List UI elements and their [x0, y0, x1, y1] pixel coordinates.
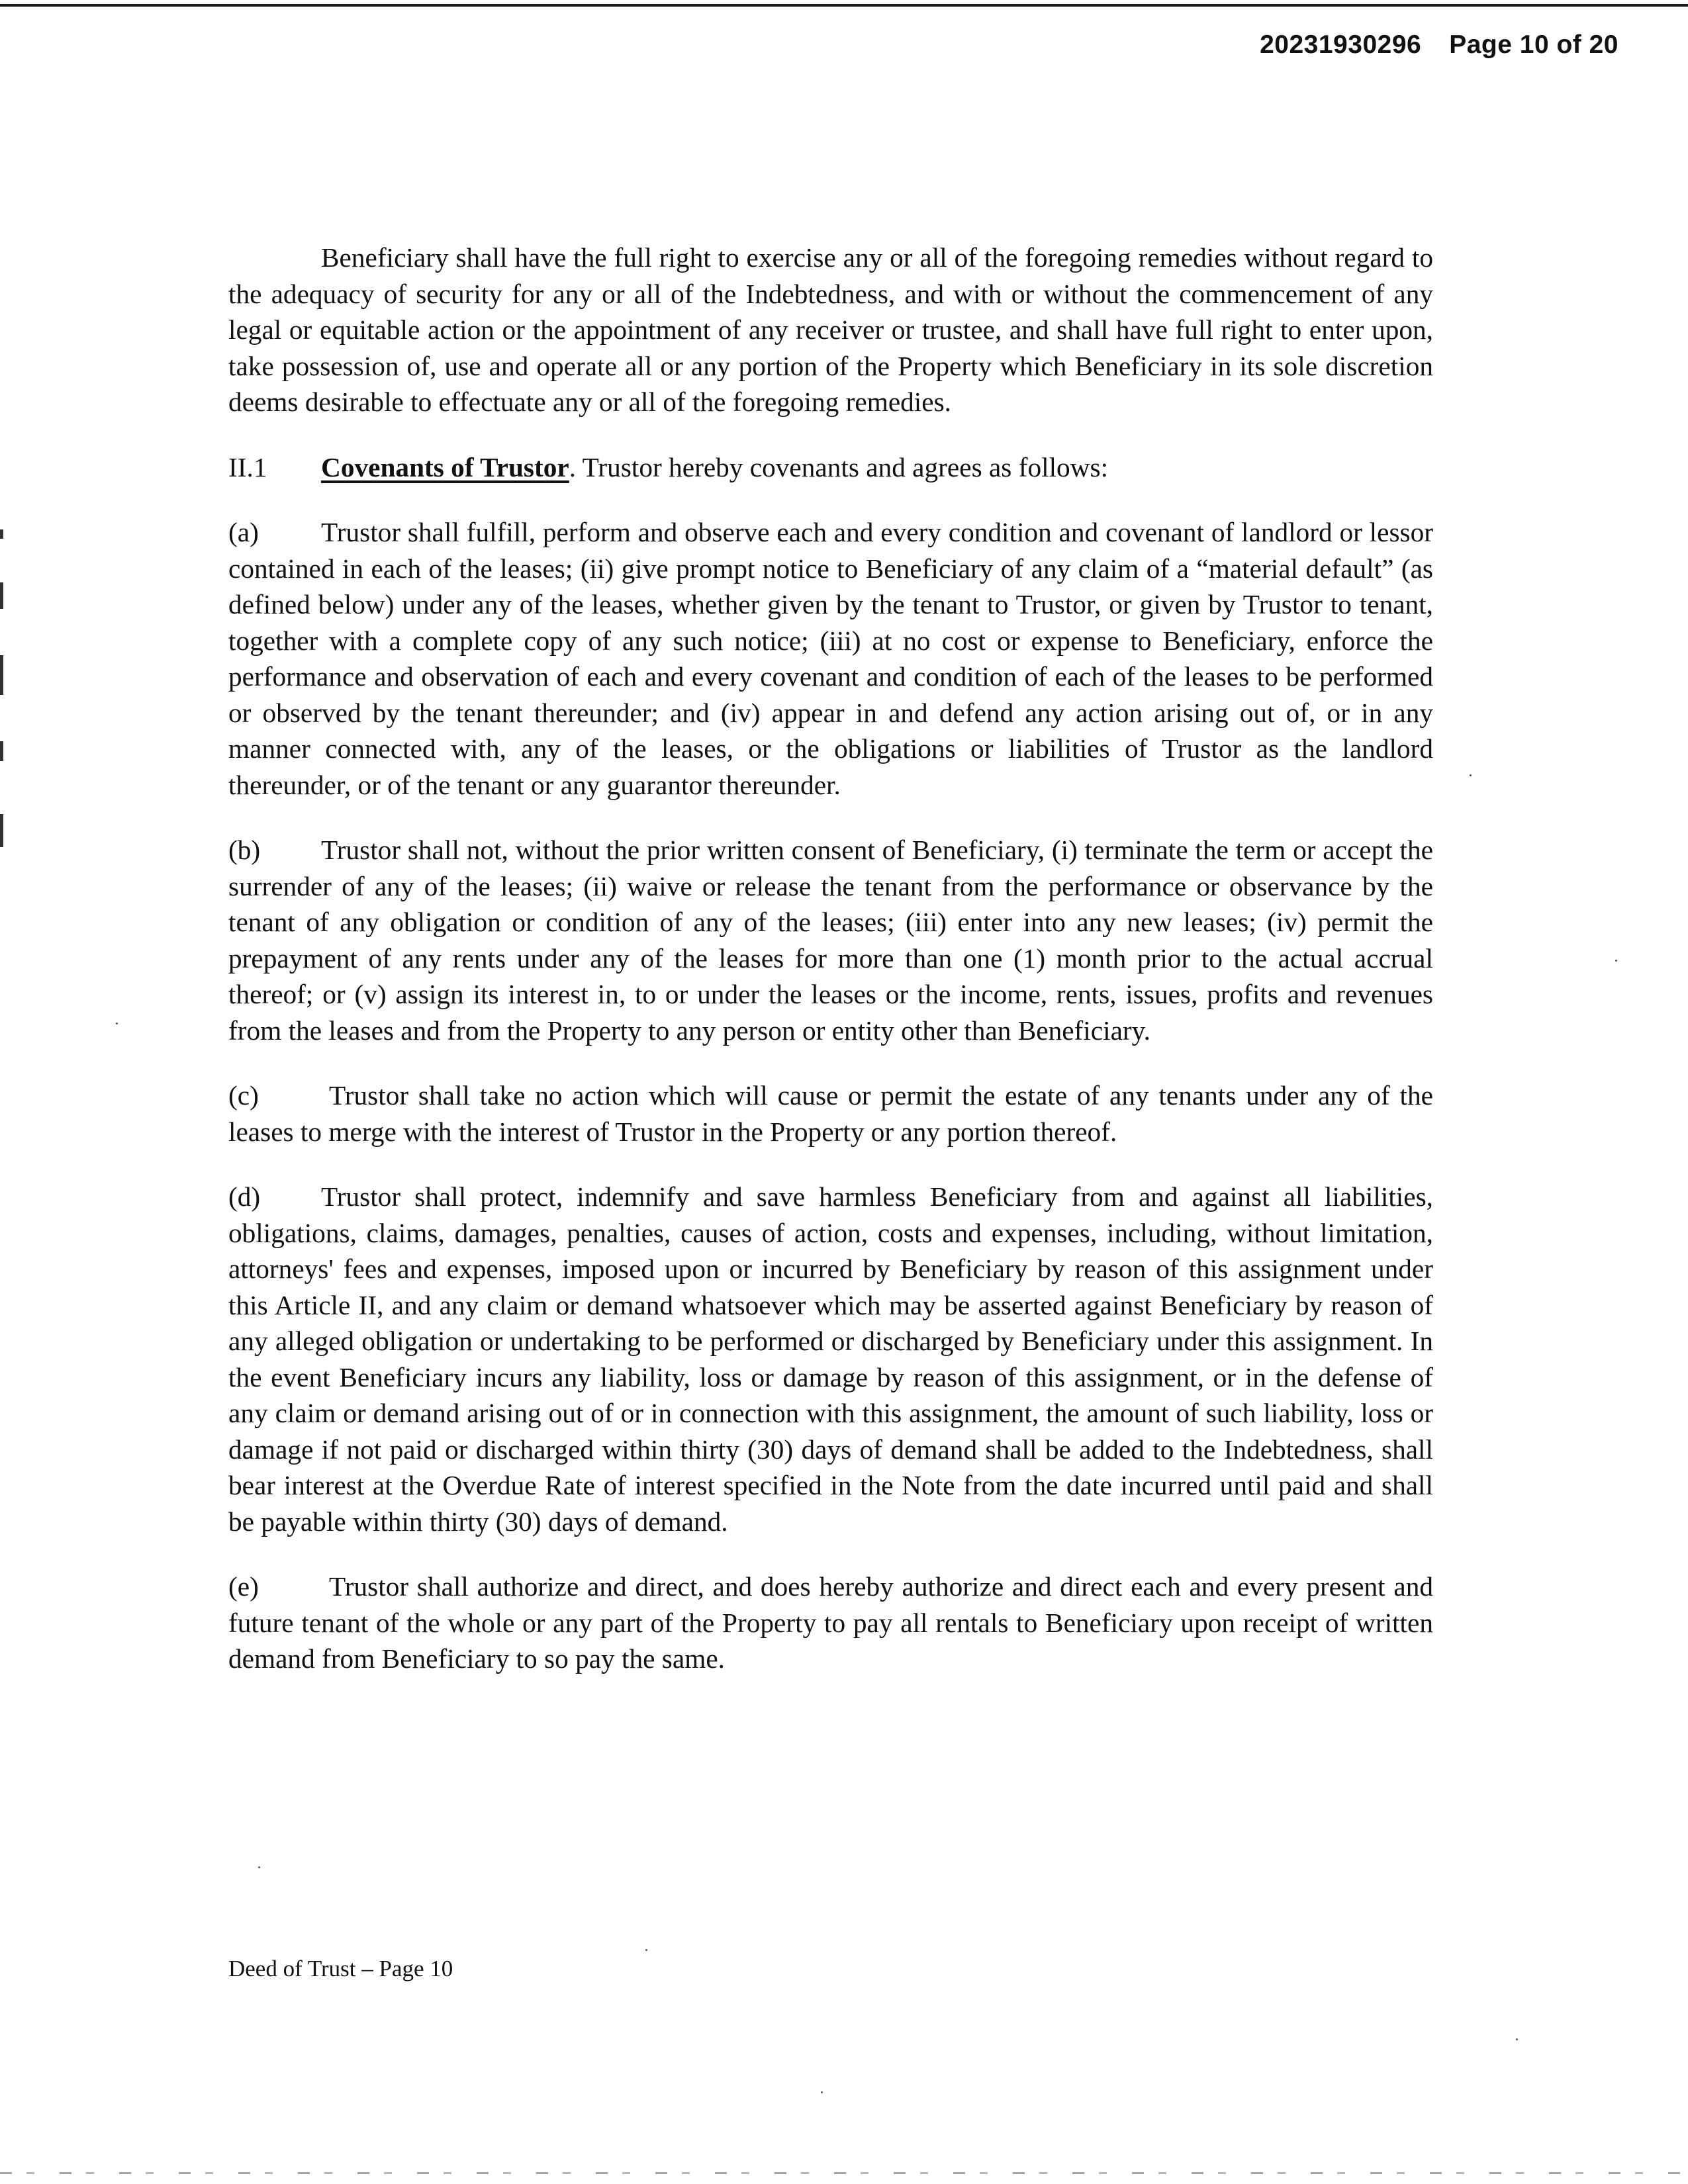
recording-stamp — [1260, 30, 1618, 60]
item-text: Trustor shall fulfill, perform and observe each and every condition and covenant of landlord or lessor contained in each of the leases; (ii) give prompt notice to Beneficiary of any claim of a “material default” (as defined below) under any of the leases, whether given by the tenant to Trustor, or given by Trustor to tenant, together with a complete copy of any such notice; (iii) at no cost or expense to Beneficiary, enforce the performance and observation of each and every covenant and condition of each of the leases to be performed or observed by the tenant thereunder; and (iv) appear in and defend any action arising out of, or in any manner connected with, any of the leases, or the obligations or liabilities of Trustor as the landlord thereunder, or of the tenant or any guarantor thereunder. — [228, 517, 1433, 800]
scan-mark — [0, 529, 3, 539]
item-label: (b) — [228, 835, 261, 865]
top-scan-rule — [0, 4, 1688, 7]
covenant-item-e — [228, 1569, 1433, 1677]
item-text: Trustor shall take no action which will cause or permit the estate of any tenants under any of the leases to merge with the interest of Trustor in the Property or any portion thereof. — [228, 1080, 1433, 1147]
covenant-item-c — [228, 1077, 1433, 1150]
scan-speck — [821, 2091, 823, 2093]
covenant-item-a — [228, 514, 1433, 803]
covenant-item-d — [228, 1179, 1433, 1539]
item-label: (c) — [228, 1080, 259, 1111]
section-lead: . Trustor hereby covenants and agrees as follows: — [569, 451, 1109, 482]
item-label: (d) — [228, 1181, 261, 1212]
scan-speck — [258, 1866, 260, 1868]
bottom-scan-noise — [0, 2172, 1688, 2174]
section-heading — [228, 449, 1433, 486]
section-title: Covenants of Trustor — [321, 451, 569, 482]
item-text: Trustor shall protect, indemnify and save harmless Beneficiary from and against all liabilities, obligations, claims, damages, penalties, causes of action, costs and expenses, including, without limitation, attorneys' fees and expenses, imposed upon or incurred by Beneficiary by reason of this assignment under this Article II, and any claim or demand whatsoever which may be asserted against Beneficiary by reason of any alleged obligation or undertaking to be performed or discharged by Beneficiary under this assignment. In the event Beneficiary incurs any liability, loss or damage by reason of this assignment, or in the defense of any claim or demand arising out of or in connection with this assignment, the amount of such liability, loss or damage if not paid or discharged within thirty (30) days of demand shall be added to the Indebtedness, shall bear interest at the Overdue Rate of interest specified in the Note from the date incurred until paid and shall be payable within thirty (30) days of demand. — [228, 1181, 1433, 1537]
scan-mark — [0, 741, 3, 761]
page-footer: Deed of Trust – Page 10 — [228, 1956, 453, 1981]
item-text: Trustor shall not, without the prior written consent of Beneficiary, (i) terminate the term or accept the surrender of any of the leases; (ii) waive or release the tenant from the performance or observance by the tenant of any obligation or condition of any of the leases; (iii) enter into any new leases; (iv) permit the prepayment of any rents under any of the leases for more than one (1) month prior to the actual accrual thereof; or (v) assign its interest in, to or under the leases or the income, rents, issues, profits and revenues from the leases and from the Property to any person or entity other than Beneficiary. — [228, 835, 1433, 1046]
scan-speck — [1516, 2038, 1518, 2040]
covenant-item-b — [228, 832, 1433, 1048]
item-label: (a) — [228, 517, 259, 547]
scan-mark — [0, 655, 3, 695]
scan-speck — [116, 1023, 118, 1024]
scan-speck — [645, 1949, 647, 1951]
item-text: Trustor shall authorize and direct, and does hereby authorize and direct each and every present and future tenant of the whole or any part of the Property to pay all rentals to Beneficiary upon receipt of written demand from Beneficiary to so pay the same. — [228, 1571, 1433, 1674]
scan-mark — [0, 814, 3, 847]
scan-mark — [0, 582, 3, 609]
scan-speck — [1615, 960, 1617, 962]
scan-speck — [1470, 774, 1472, 776]
document-body — [228, 240, 1433, 1706]
intro-paragraph: Beneficiary shall have the full right to exercise any or all of the foregoing remedies without regard to the adequacy of security for any or all of the Indebtedness, and with or without the commencement of any legal or equitable action or the appointment of any receiver or trustee, and shall have full right to enter upon, take possession of, use and operate all or any portion of the Property which Beneficiary in its sole discretion deems desirable to effectuate any or all of the foregoing remedies. — [228, 242, 1433, 417]
page-indicator: Page 10 of 20 — [1449, 30, 1618, 59]
item-label: (e) — [228, 1571, 259, 1602]
section-number: II.1 — [228, 451, 267, 482]
document-number: 20231930296 — [1260, 30, 1422, 59]
